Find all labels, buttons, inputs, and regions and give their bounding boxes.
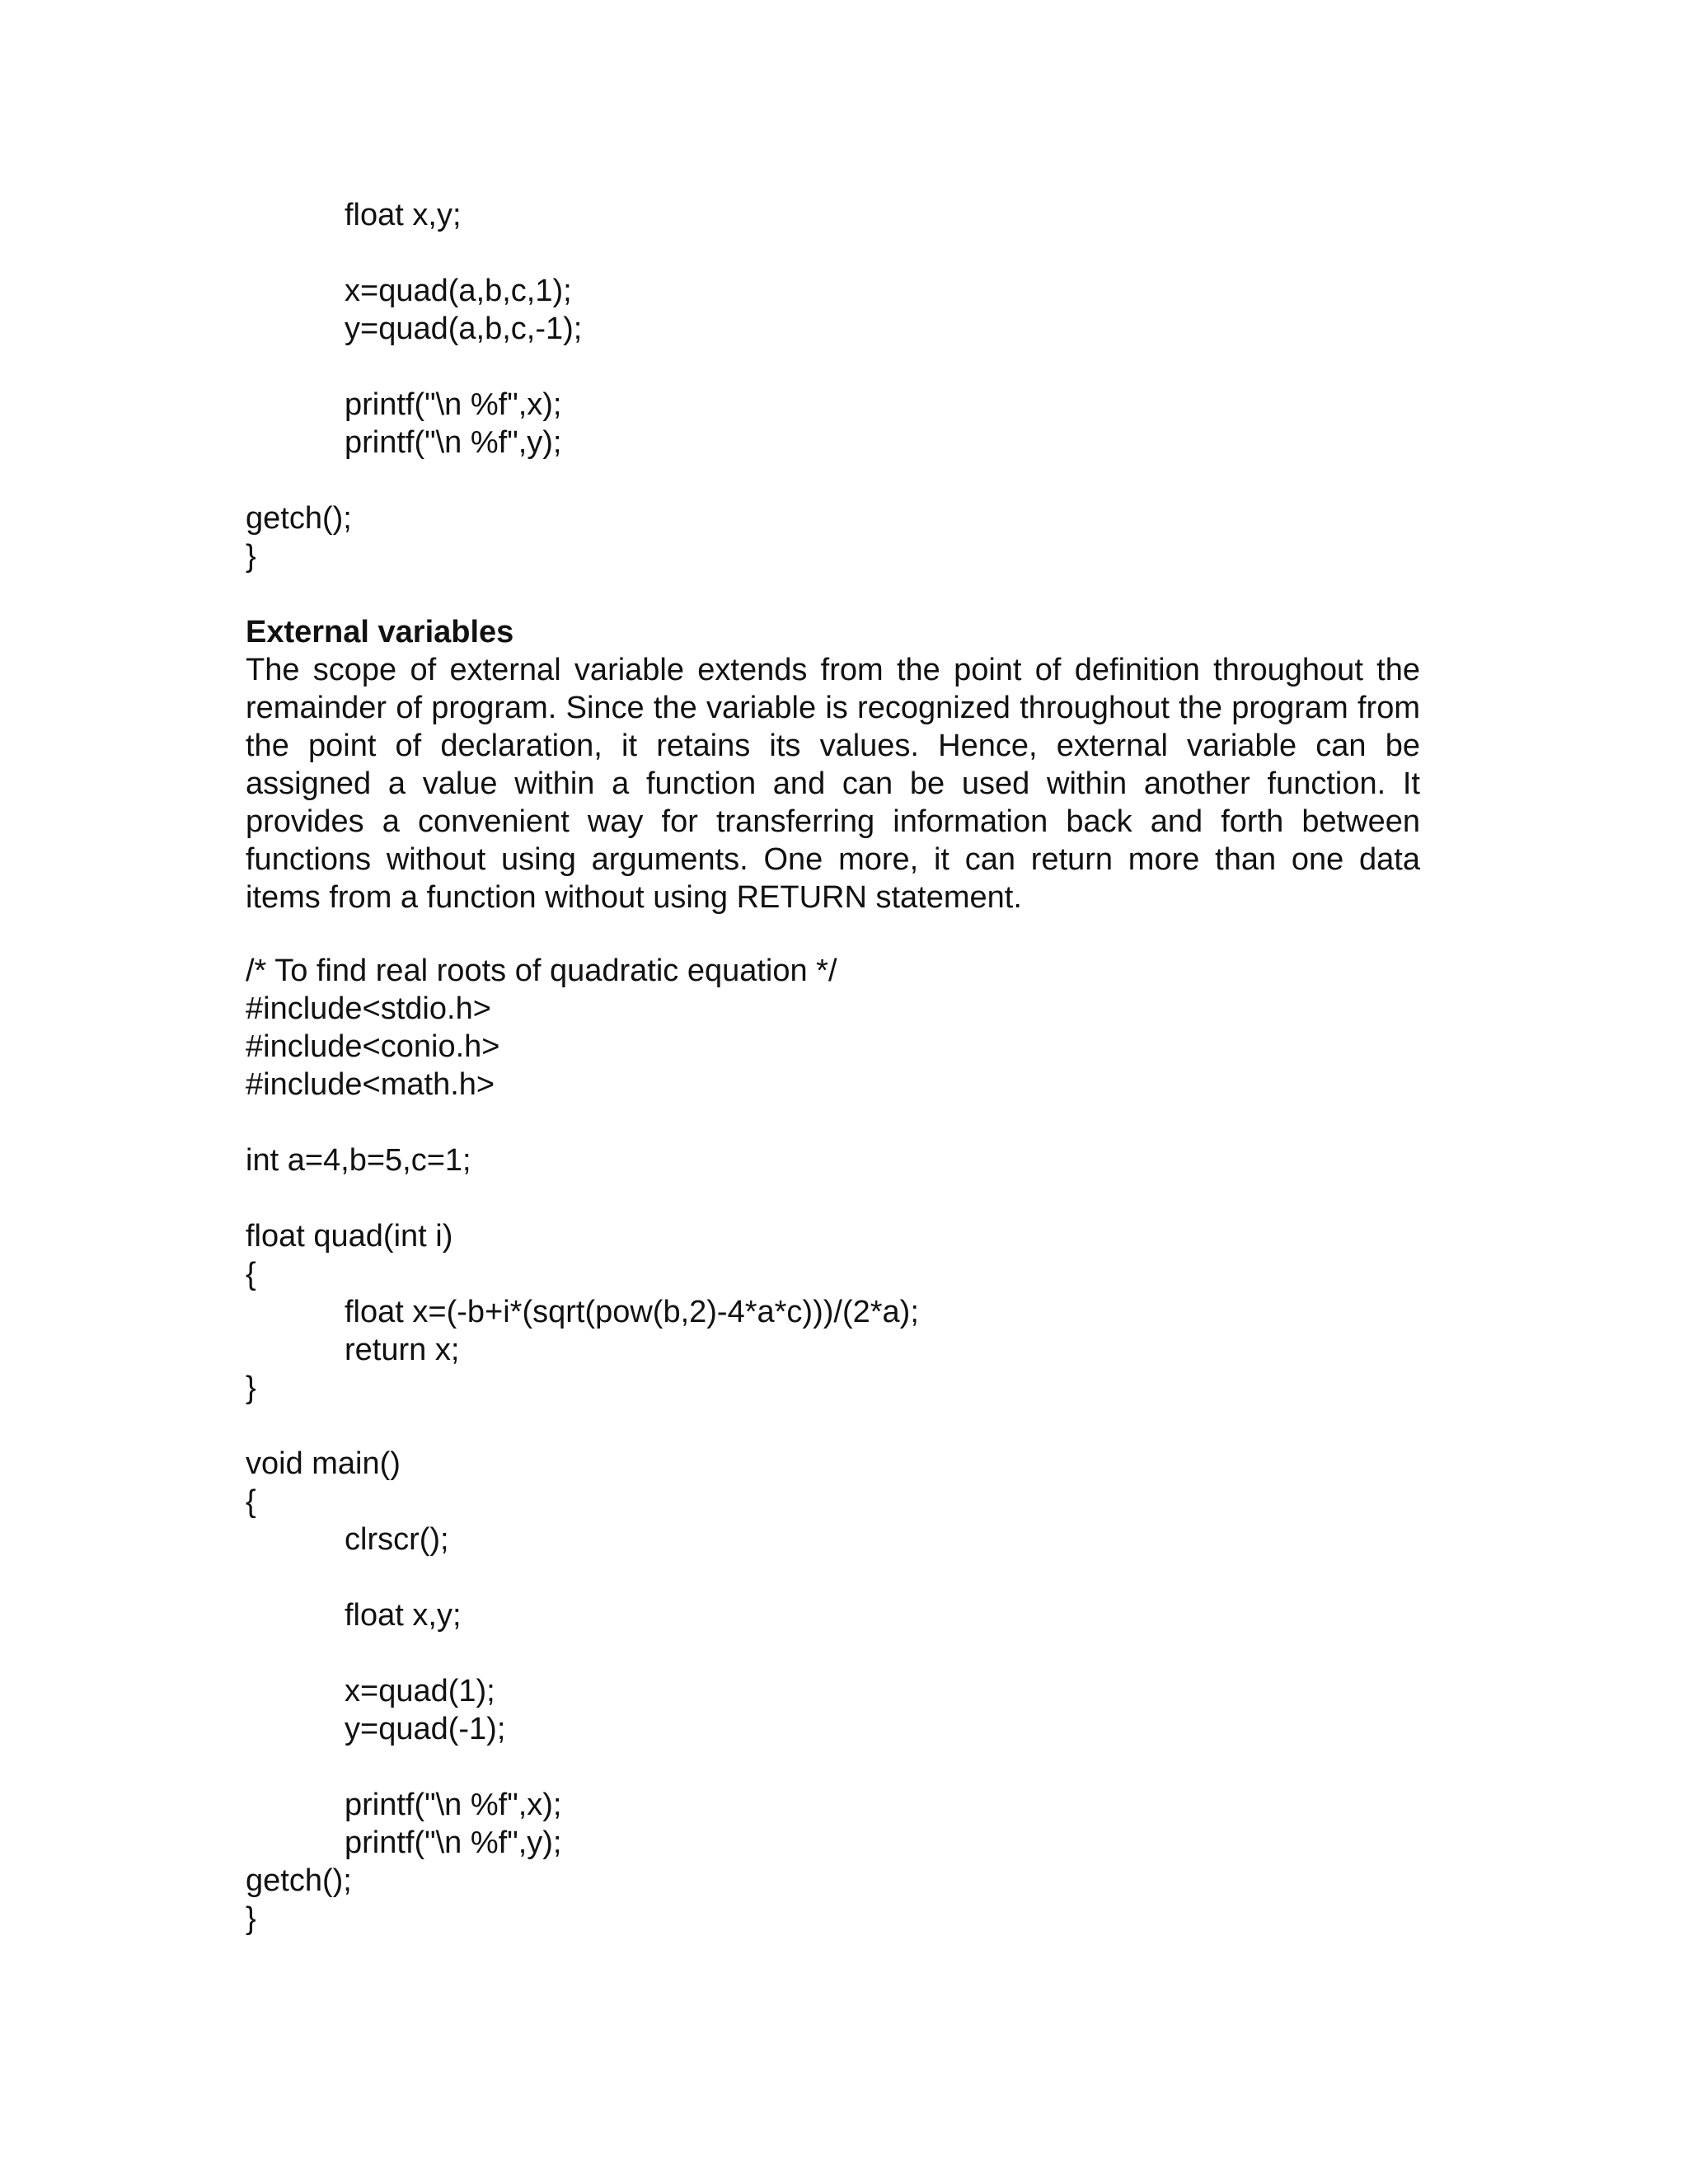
- code-block-bottom: [246, 952, 1420, 1938]
- code-line: }: [246, 1901, 256, 1936]
- code-blank-line: [246, 1748, 1420, 1786]
- code-line: y=quad(-1);: [345, 1712, 506, 1746]
- code-blank-line: [246, 1104, 1420, 1141]
- section-paragraph: The scope of external variable extends from the point of definition throughout the remainder of program. Since the variable is recognized throughout the program from the point of declaration, it retains its values. Hence, external variable can be assigned a value within a function and can be used within another function. It provides a convenient way for transferring information back and forth between functions without using arguments. One more, it can return more than one data items from a function without using RETURN statement.: [246, 653, 1420, 915]
- code-blank-line: [246, 1634, 1420, 1672]
- code-line: x=quad(a,b,c,1);: [345, 274, 572, 308]
- code-line: float x,y;: [345, 1598, 462, 1633]
- code-line: {: [246, 1257, 256, 1291]
- code-line: void main(): [246, 1446, 401, 1481]
- code-line: float quad(int i): [246, 1219, 453, 1254]
- code-line: clrscr();: [345, 1522, 449, 1557]
- code-line: printf("\n %f",y);: [345, 425, 562, 460]
- code-block-top: [246, 196, 1420, 575]
- code-line: /* To find real roots of quadratic equation */: [246, 954, 837, 988]
- code-blank-line: [246, 462, 1420, 499]
- code-line: int a=4,b=5,c=1;: [246, 1143, 471, 1178]
- section-heading: External variables: [246, 615, 514, 649]
- code-blank-line: [246, 1407, 1420, 1445]
- code-line: #include<math.h>: [246, 1067, 495, 1102]
- code-line: }: [246, 539, 256, 574]
- code-line: x=quad(1);: [345, 1674, 495, 1708]
- code-line: printf("\n %f",x);: [345, 1788, 562, 1822]
- code-line: y=quad(a,b,c,-1);: [345, 312, 583, 346]
- code-blank-line: [246, 1558, 1420, 1596]
- code-line: #include<stdio.h>: [246, 991, 491, 1026]
- code-line: float x=(-b+i*(sqrt(pow(b,2)-4*a*c)))/(2*a);: [345, 1295, 919, 1329]
- code-line: printf("\n %f",y);: [345, 1825, 562, 1860]
- code-blank-line: [246, 234, 1420, 272]
- code-line: #include<conio.h>: [246, 1029, 500, 1064]
- section-external-variables: [246, 613, 1420, 916]
- code-line: float x,y;: [345, 198, 462, 232]
- code-blank-line: [246, 1179, 1420, 1217]
- code-line: printf("\n %f",x);: [345, 387, 562, 422]
- code-line: {: [246, 1484, 256, 1519]
- code-blank-line: [246, 348, 1420, 386]
- code-line: getch();: [246, 501, 352, 536]
- code-line: getch();: [246, 1863, 352, 1898]
- code-line: return x;: [345, 1333, 460, 1367]
- code-line: }: [246, 1371, 256, 1405]
